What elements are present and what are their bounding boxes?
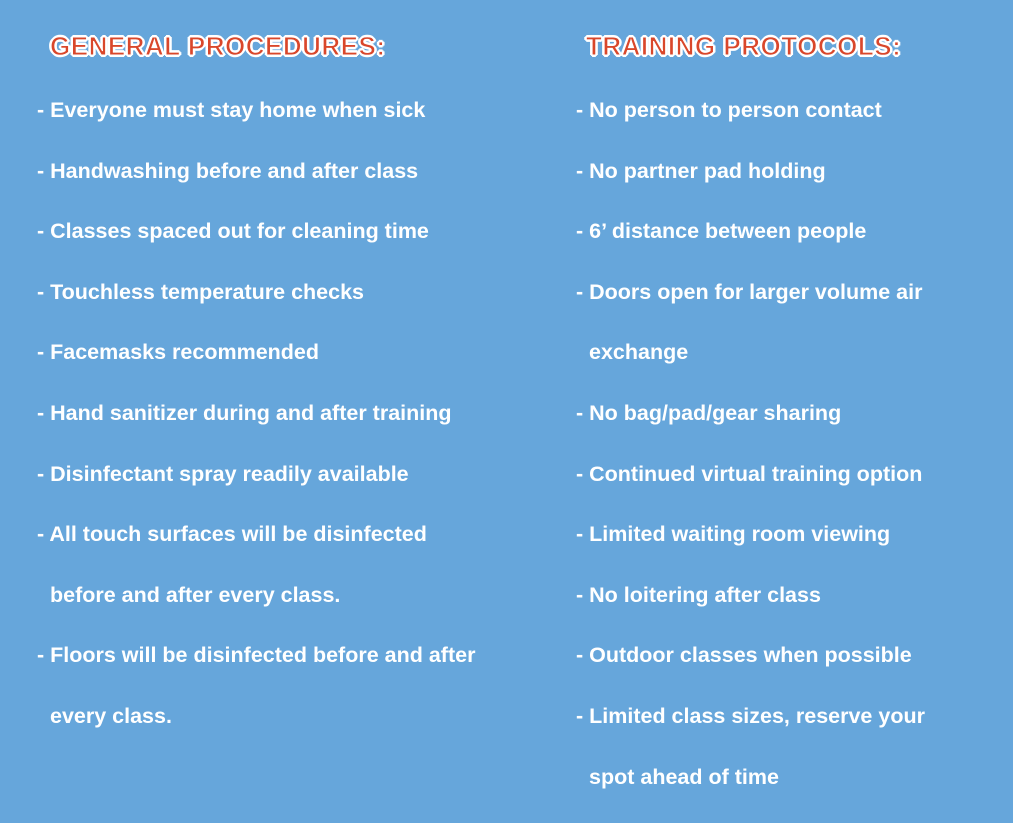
procedure-item: - Facemasks recommended	[37, 340, 320, 365]
protocol-item: - Outdoor classes when possible	[576, 643, 912, 668]
procedure-item-continuation: every class.	[50, 703, 172, 728]
procedure-item: - Everyone must stay home when sick	[37, 98, 426, 122]
procedure-item-continuation: before and after every class.	[50, 582, 341, 607]
protocol-item-continuation: exchange	[589, 340, 689, 365]
protocol-item: - No loitering after class	[576, 582, 821, 607]
procedure-item: - Floors will be disinfected before and after	[37, 643, 476, 668]
protocol-item: - Continued virtual training option	[576, 461, 923, 486]
procedure-item: - Classes spaced out for cleaning time	[37, 219, 429, 244]
protocol-item: - Limited waiting room viewing	[576, 522, 891, 547]
procedure-item: - Hand sanitizer during and after training	[37, 400, 452, 425]
protocol-item: - 6’ distance between people	[576, 219, 867, 244]
protocol-item: - No partner pad holding	[576, 158, 826, 183]
general-procedures-list	[37, 96, 475, 763]
protocol-item: - No person to person contact	[576, 98, 882, 122]
training-protocols-heading: TRAINING PROTOCOLS:	[586, 31, 902, 61]
protocol-item: - No bag/pad/gear sharing	[576, 400, 842, 425]
protocol-item-continuation: spot ahead of time	[589, 764, 779, 789]
protocol-item: - Limited class sizes, reserve your	[576, 703, 925, 728]
procedure-item: - Touchless temperature checks	[37, 279, 365, 304]
training-protocols-list	[576, 96, 925, 823]
protocol-item: - Doors open for larger volume air	[576, 279, 923, 304]
procedure-item: - Handwashing before and after class	[37, 158, 419, 183]
procedure-item: - All touch surfaces will be disinfected	[37, 522, 427, 547]
general-procedures-heading: GENERAL PROCEDURES:	[50, 31, 386, 61]
procedure-item: - Disinfectant spray readily available	[37, 461, 409, 486]
